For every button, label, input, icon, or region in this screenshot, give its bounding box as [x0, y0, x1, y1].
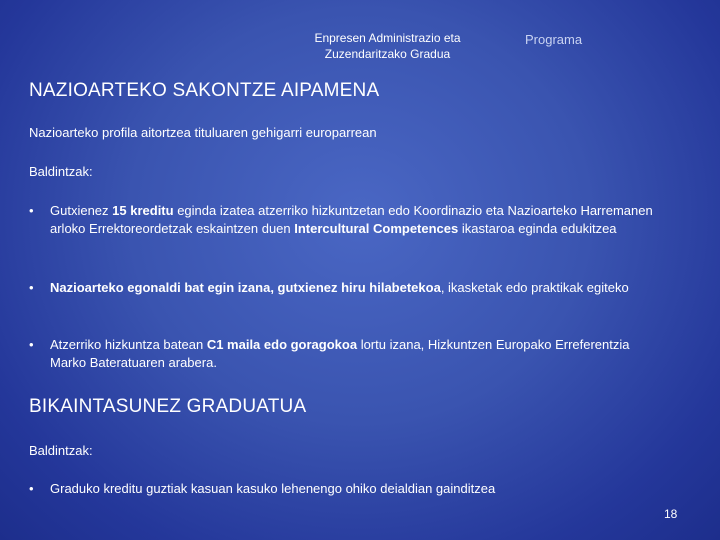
text-run: Atzerriko hizkuntza batean	[50, 337, 207, 352]
list-item	[29, 202, 669, 238]
text-run: , ikasketak edo praktikak egiteko	[440, 280, 629, 295]
text-run: lortu izana, Hizkuntzen Europako Erreferentzia Marko Bateratuaren arabera.	[50, 337, 630, 370]
bullet-icon: •	[29, 203, 34, 218]
list-item-text	[50, 480, 669, 498]
text-run: eginda izatea atzerriko hizkuntzetan edo Koordinazio eta Nazioarteko Harremanen arloko Errektoreordetzak eskaintzen duen	[50, 203, 653, 236]
list-item	[29, 480, 669, 498]
list-item-text	[50, 279, 669, 297]
header-title-line2: Zuzendaritzako Gradua	[324, 47, 451, 61]
bold-text-run: 15 kreditu	[112, 203, 174, 218]
bullet-icon: •	[29, 481, 34, 496]
list-item-text	[50, 336, 669, 372]
text-run: ikastaroa eginda edukitzea	[458, 221, 617, 236]
text-run: Graduko kreditu guztiak kasuan kasuko lehenengo ohiko deialdian gainditzea	[50, 481, 496, 496]
requirements-label: Baldintzak:	[29, 164, 93, 179]
bullet-icon: •	[29, 280, 34, 295]
list-item-text	[50, 202, 669, 238]
section-title-excellence: BIKAINTASUNEZ GRADUATUA	[29, 396, 307, 417]
bold-text-run: Intercultural Competences	[294, 221, 459, 236]
text-run: Gutxienez	[50, 203, 113, 218]
section-title-international: NAZIOARTEKO SAKONTZE AIPAMENA	[29, 80, 380, 101]
list-item	[29, 279, 669, 297]
section-subtitle: Nazioarteko profila aitortzea tituluaren gehigarri europarrean	[29, 125, 377, 140]
header-title	[290, 30, 485, 62]
list-item	[29, 336, 669, 372]
bold-text-run: C1 maila edo goragokoa	[206, 337, 358, 352]
page-number: 18	[664, 507, 678, 521]
header-title-line1: Enpresen Administrazio eta	[314, 31, 461, 45]
bold-text-run: Nazioarteko egonaldi bat egin izana, gutxienez hiru hilabetekoa	[50, 280, 441, 295]
header-program-label: Programa	[525, 32, 583, 47]
bullet-icon: •	[29, 337, 34, 352]
requirements-label: Baldintzak:	[29, 443, 93, 458]
